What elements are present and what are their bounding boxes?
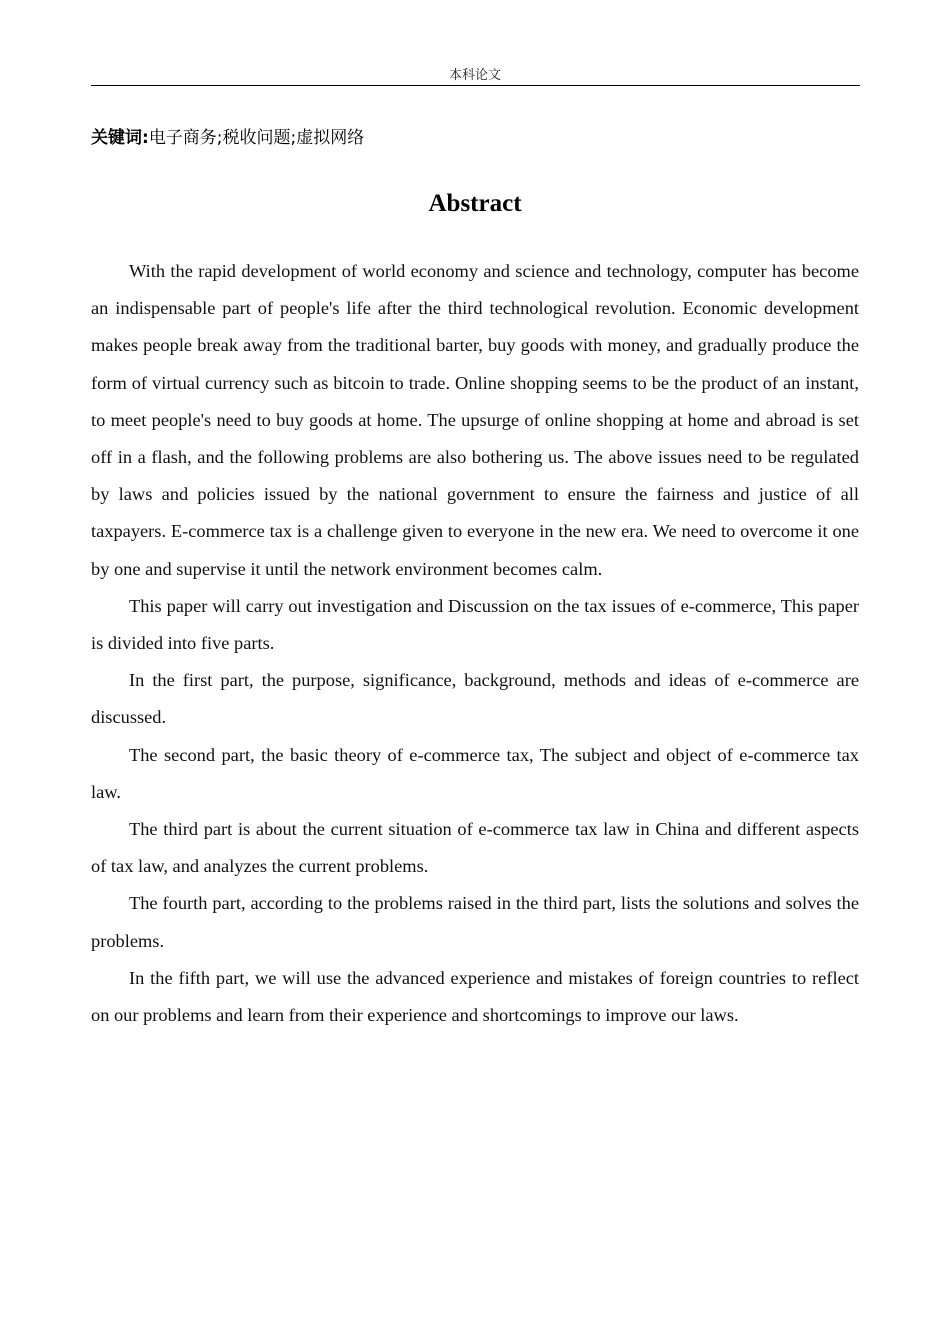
abstract-heading: Abstract [428, 190, 522, 217]
abstract-paragraph: With the rapid development of world economy and science and technology, computer has become an indispensable part of people's life after the third technological revolution. Economic development makes people break away from the traditional barter, buy goods with money, and gradually produce the form of virtual currency such as bitcoin to trade. Online shopping seems to be the product of an instant, to meet people's need to buy goods at home. The upsurge of online shopping at home and abroad is set off in a flash, and the following problems are also bothering us. The above issues need to be regulated by laws and policies issued by the national government to ensure the fairness and justice of all taxpayers. E-commerce tax is a challenge given to everyone in the new era. We need to overcome it one by one and supervise it until the network environment becomes calm. [91, 261, 859, 579]
page-header-title: 本科论文 [448, 68, 501, 83]
keywords-label: 关键词: [91, 128, 149, 148]
abstract-paragraph: In the first part, the purpose, significance, background, methods and ideas of e-commerce are discussed. [91, 670, 859, 728]
header-divider [91, 85, 860, 86]
keywords-line [91, 124, 364, 152]
abstract-paragraph: The third part is about the current situation of e-commerce tax law in China and different aspects of tax law, and analyzes the current problems. [91, 819, 859, 877]
abstract-body [91, 253, 859, 1034]
keywords-value: 电子商务;税收问题;虚拟网络 [148, 128, 365, 148]
abstract-paragraph: In the fifth part, we will use the advanced experience and mistakes of foreign countries to reflect on our problems and learn from their experience and shortcomings to improve our laws. [91, 967, 859, 1026]
abstract-paragraph: The second part, the basic theory of e-commerce tax, The subject and object of e-commerce tax law. [91, 744, 859, 802]
abstract-paragraph: This paper will carry out investigation and Discussion on the tax issues of e-commerce, This paper is divided into five parts. [91, 595, 859, 654]
abstract-paragraph: The fourth part, according to the problems raised in the third part, lists the solutions and solves the problems. [91, 893, 859, 951]
